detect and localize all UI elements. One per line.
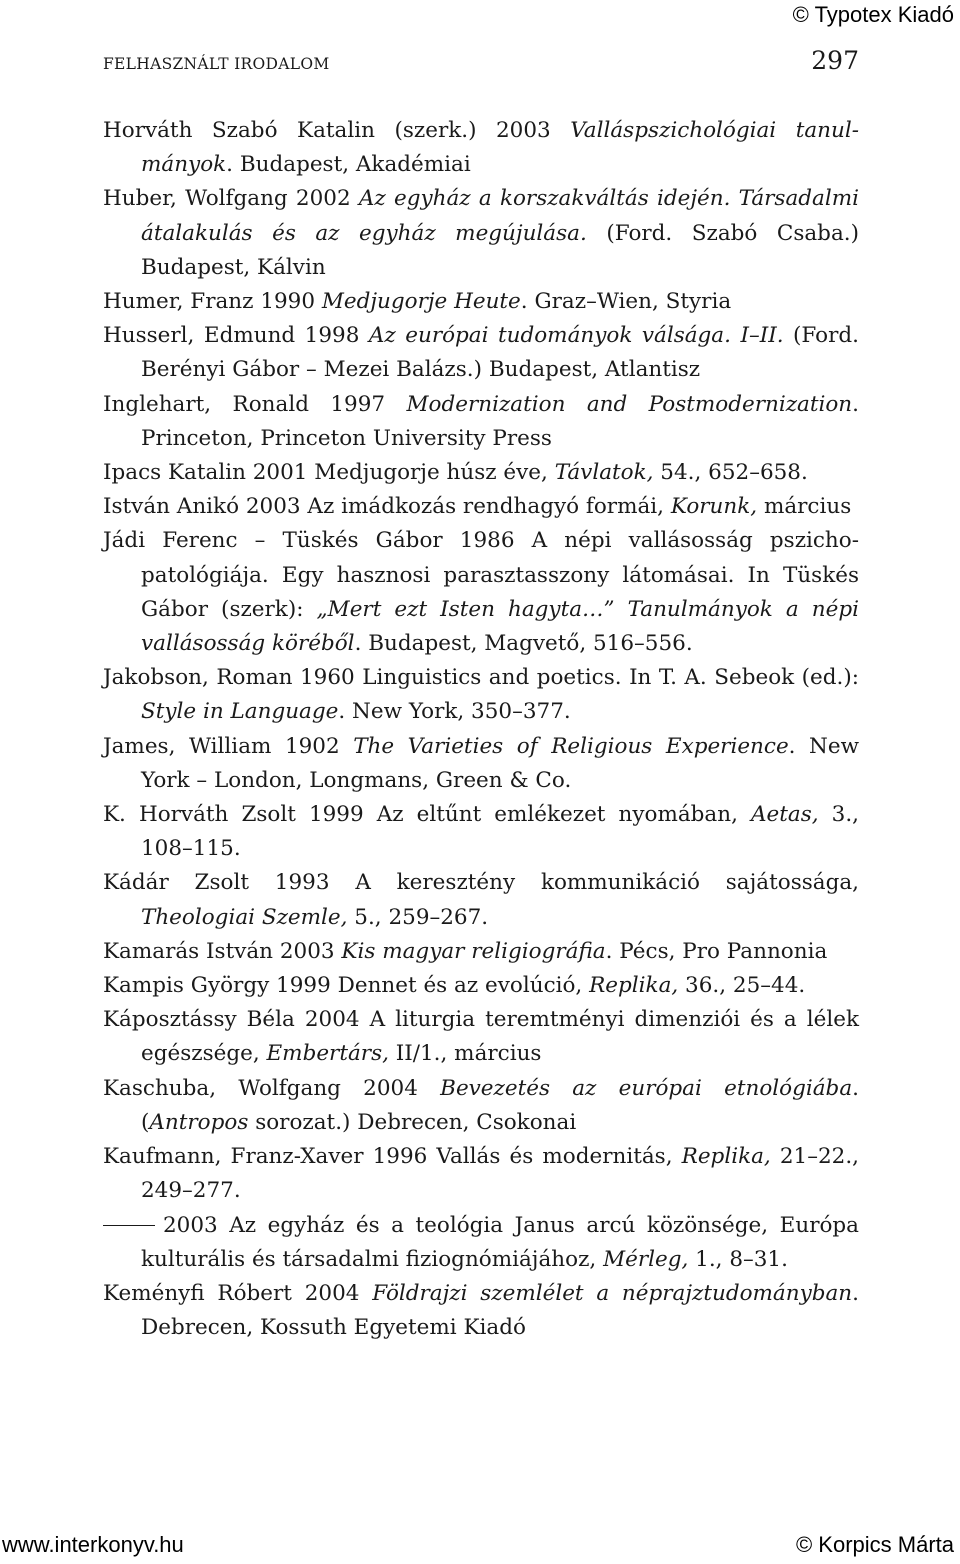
reference-entry	[103, 866, 859, 934]
reference-text: Horváth Szabó Katalin (szerk.) 2003	[103, 118, 571, 143]
reference-text: K. Horváth Zsolt 1999 Az eltűnt emlékezet nyomában,	[103, 802, 751, 828]
reference-title: Valláspszichológiai tanulmányok	[141, 118, 859, 178]
reference-text: Jakobson, Roman 1960 Linguistics and poetics. In T. A. Sebeok (ed.):	[103, 665, 859, 691]
running-head: FELHASZNÁLT IRODALOM	[103, 55, 330, 73]
reference-title: Aetas,	[751, 802, 819, 828]
reference-title: Kis magyar religiográfia	[341, 938, 606, 964]
reference-text: . Pécs, Pro Pannonia	[605, 938, 828, 964]
reference-title: Földrajzi szemlélet a néprajztudományban	[372, 1280, 853, 1306]
reference-entry	[103, 490, 859, 524]
reference-entry	[103, 1072, 859, 1140]
reference-text: sorozat.) Debrecen, Csokonai	[248, 1109, 577, 1135]
reference-entry	[103, 319, 859, 387]
reference-entry	[103, 1003, 859, 1071]
reference-text: Huber, Wolfgang 2002	[103, 186, 359, 212]
reference-entry	[103, 114, 859, 182]
reference-text: Keményfi Róbert 2004	[103, 1280, 373, 1306]
reference-text: Kádár Zsolt 1993 A keresztény kommunikáció sajátossága,	[103, 870, 859, 896]
reference-entry	[103, 661, 859, 729]
reference-title: Replika,	[589, 973, 679, 999]
reference-entry	[103, 935, 859, 969]
reference-text: II/1., március	[388, 1041, 542, 1067]
reference-text: 54., 652–658.	[653, 460, 808, 486]
page-header	[103, 46, 859, 75]
reference-text: Kaschuba, Wolfgang 2004	[103, 1075, 441, 1101]
reference-title: The Varieties of Religious Experience	[353, 733, 789, 759]
reference-text: . (	[141, 1075, 859, 1135]
reference-text: (Ford. Berényi Gábor – Mezei Balázs.) Budapest, Atlantisz	[141, 323, 859, 383]
reference-text: 3., 108–115.	[141, 802, 859, 862]
reference-text: . New York, 350–377.	[338, 699, 571, 725]
reference-text: . Graz–Wien, Styria	[520, 289, 732, 315]
reference-title: Embertárs,	[266, 1041, 389, 1067]
reference-entry	[103, 1140, 859, 1208]
website-watermark[interactable]: www.interkonyv.hu	[2, 1532, 184, 1557]
reference-text: Kaufmann, Franz-Xaver 1996 Vallás és modernitás,	[103, 1144, 682, 1170]
reference-entry	[103, 388, 859, 456]
reference-text: Kamarás István 2003	[103, 938, 342, 964]
reference-entry	[103, 285, 859, 319]
reference-title: Replika,	[681, 1144, 771, 1170]
reference-entry	[103, 730, 859, 798]
reference-title: Távlatok,	[554, 460, 654, 486]
page-number: 297	[811, 46, 859, 75]
reference-text: . Budapest, Akadémiai	[226, 152, 471, 178]
reference-text: James, William 1902	[103, 733, 354, 759]
reference-text: Ipacs Katalin 2001 Medjugorje húsz éve,	[103, 460, 555, 486]
reference-entry	[103, 524, 859, 661]
reference-entry	[103, 969, 859, 1003]
reference-title: Antropos	[149, 1109, 249, 1135]
reference-title: Style in Language	[141, 699, 339, 725]
reference-text: . Budapest, Magvető, 516–556.	[354, 631, 693, 657]
reference-text: 1., 8–31.	[688, 1246, 788, 1272]
reference-title: Az európai tudományok válsága. I–II.	[368, 323, 784, 349]
reference-text: március	[757, 494, 852, 520]
reference-entry	[103, 182, 859, 285]
copyright-watermark-publisher: © Typotex Kiadó	[792, 2, 954, 27]
reference-text: Kampis György 1999 Dennet és az evolúció,	[103, 973, 590, 999]
reference-entry	[103, 1277, 859, 1345]
reference-title: Bevezetés az európai etnológiába	[440, 1075, 853, 1101]
reference-title: Modernization and Postmodernization	[406, 391, 853, 417]
reference-text: 36., 25–44.	[678, 973, 806, 999]
reference-title: Theologiai Szemle,	[141, 904, 348, 930]
reference-text: István Anikó 2003 Az imádkozás rendhagyó formái,	[103, 494, 671, 520]
reference-text: Jádi Ferenc – Tüskés Gábor 1986 A népi vallásosság pszichopatológiája. Egy hasznosi parasztasszony látomásai. In Tüskés Gábor (szerk):	[103, 528, 859, 622]
reference-entry	[103, 1209, 859, 1277]
reference-text: Husserl, Edmund 1998	[103, 323, 369, 349]
reference-list	[103, 114, 859, 1345]
reference-text: Humer, Franz 1990	[103, 289, 322, 315]
reference-entry	[103, 798, 859, 866]
reference-text: 5., 259–267.	[347, 904, 489, 930]
reference-text: (Ford. Szabó Csaba.) Budapest, Kálvin	[141, 220, 859, 280]
reference-entry	[103, 456, 859, 490]
reference-title: Medjugorje Heute	[321, 289, 521, 315]
reference-text: Káposztássy Béla 2004 A liturgia teremtményi dimenziói és a lélek egészsége,	[103, 1007, 859, 1067]
reference-text: 2003 Az egyház és a teológia Janus arcú közönsége, Európa kulturális és társadalmi fiziognómiájához,	[141, 1212, 859, 1272]
reference-title: Korunk,	[670, 494, 758, 520]
copyright-watermark-author: © Korpics Márta	[795, 1532, 954, 1557]
ditto-dash	[103, 1225, 155, 1226]
reference-text: 21–22., 249–277.	[141, 1144, 859, 1204]
reference-text: . Princeton, Princeton University Press	[141, 391, 859, 451]
reference-title: Mérleg,	[603, 1246, 689, 1272]
reference-text: Inglehart, Ronald 1997	[103, 391, 407, 417]
reference-title: Az egyház a korszakváltás idején. Társadalmi átalakulás és az egyház megújulása.	[141, 186, 859, 246]
reference-title: „Mert ezt Isten hagyta…” Tanulmányok a népi vallásosság köréből	[141, 596, 859, 657]
reference-text: . New York – London, Longmans, Green & Co.	[141, 733, 859, 793]
reference-text: . Debrecen, Kossuth Egyetemi Kiadó	[141, 1280, 859, 1341]
